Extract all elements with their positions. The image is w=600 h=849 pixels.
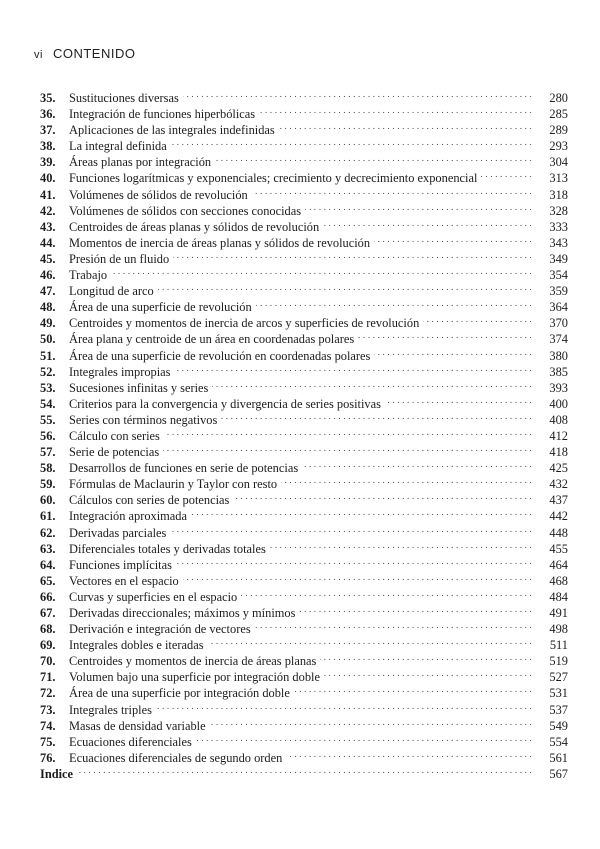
dot-leader	[171, 134, 532, 150]
chapter-page: 455	[549, 541, 568, 556]
chapter-page: 531	[549, 686, 568, 701]
chapter-page: 400	[549, 396, 568, 411]
chapter-title: Derivadas direccionales; máximos y mínimos	[69, 606, 296, 620]
dot-leader	[323, 215, 532, 231]
chapter-title: Centroides y momentos de inercia de áreas planas	[69, 654, 317, 669]
chapter-number: 38.	[40, 139, 56, 154]
chapter-number: 40.	[40, 171, 56, 186]
chapter-page: 418	[549, 445, 568, 460]
dot-leader	[183, 86, 532, 102]
dot-leader	[256, 295, 532, 311]
chapter-number: 62.	[40, 525, 56, 540]
chapter-number: 73.	[40, 702, 56, 717]
chapter-page: 280	[549, 91, 568, 105]
dot-leader	[255, 617, 532, 633]
chapter-number: 75.	[40, 734, 56, 749]
chapter-number: 36.	[40, 107, 56, 122]
running-header	[34, 46, 135, 61]
chapter-page: 408	[549, 412, 568, 427]
chapter-number: 57.	[40, 445, 56, 460]
toc-entry[interactable]	[40, 279, 568, 299]
chapter-title: Derivadas parciales	[69, 525, 167, 540]
chapter-title: Volúmenes de sólidos con secciones conocidas	[69, 203, 302, 218]
dot-leader	[294, 681, 532, 697]
dot-leader	[111, 263, 532, 279]
dot-leader	[305, 199, 532, 215]
dot-leader	[481, 166, 532, 182]
toc-entry-index[interactable]	[40, 762, 568, 781]
index-page: 567	[549, 766, 568, 781]
chapter-page: 468	[549, 573, 568, 588]
chapter-number: 60.	[40, 493, 56, 508]
chapter-page: 442	[549, 509, 568, 524]
chapter-title: Diferenciales totales y derivadas totales	[69, 541, 266, 556]
chapter-page: 561	[549, 750, 568, 765]
chapter-page: 448	[549, 525, 568, 540]
chapter-title: Derivación e integración de vectores	[69, 622, 251, 637]
dot-leader	[221, 408, 532, 424]
chapter-page: 519	[549, 654, 568, 669]
chapter-title: Cálculos con series de potencias	[69, 493, 230, 508]
dot-leader	[358, 327, 532, 343]
dot-leader	[423, 311, 532, 327]
chapter-title: Integrales dobles e iteradas	[69, 638, 204, 653]
chapter-page: 393	[549, 380, 568, 395]
dot-leader	[320, 649, 532, 665]
chapter-title: Integración de funciones hiperbólicas	[69, 107, 256, 122]
chapter-number: 44.	[40, 235, 56, 250]
chapter-number: 68.	[40, 622, 56, 637]
chapter-number: 67.	[40, 606, 56, 620]
chapter-number: 43.	[40, 219, 56, 234]
dot-leader	[281, 472, 532, 488]
chapter-title: Trabajo	[69, 268, 108, 283]
chapter-number: 39.	[40, 155, 56, 170]
dot-leader	[324, 665, 532, 681]
chapter-page: 549	[549, 718, 568, 733]
chapter-number: 64.	[40, 557, 56, 572]
chapter-page: 425	[549, 461, 568, 476]
dot-leader	[279, 118, 532, 134]
chapter-title: Área de una superficie de revolución	[69, 300, 252, 315]
chapter-number: 54.	[40, 396, 56, 411]
chapter-page: 364	[549, 300, 568, 315]
chapter-number: 47.	[40, 284, 56, 299]
chapter-title: Volúmenes de sólidos de revolución	[69, 187, 248, 202]
chapter-number: 55.	[40, 412, 56, 427]
chapter-number: 48.	[40, 300, 56, 315]
chapter-number: 71.	[40, 670, 56, 685]
chapter-number: 63.	[40, 541, 56, 556]
dot-leader	[286, 746, 532, 762]
chapter-number: 52.	[40, 364, 56, 379]
chapter-page: 537	[549, 702, 568, 717]
dot-leader	[215, 150, 532, 166]
chapter-title: Área de una superficie por integración doble	[69, 686, 290, 701]
chapter-page: 293	[549, 139, 568, 154]
chapter-number: 45.	[40, 251, 56, 266]
chapter-page: 464	[549, 557, 568, 572]
chapter-page: 527	[549, 670, 568, 685]
chapter-page: 380	[549, 348, 568, 363]
chapter-title: La integral definida	[69, 139, 167, 154]
dot-leader	[77, 762, 532, 778]
chapter-title: Integrales impropias	[69, 364, 171, 379]
chapter-title: Momentos de inercia de áreas planas y sólidos de revolución	[69, 235, 371, 250]
chapter-title: Serie de potencias	[69, 445, 160, 460]
dot-leader	[374, 344, 532, 360]
page-title: CONTENIDO	[52, 46, 136, 61]
chapter-page: 437	[549, 493, 568, 508]
chapter-page: 313	[549, 171, 568, 186]
chapter-title: Aplicaciones de las integrales indefinidas	[69, 123, 275, 138]
dot-leader	[164, 424, 532, 440]
table-of-contents	[40, 86, 568, 781]
chapter-number: 46.	[40, 268, 56, 283]
dot-leader	[385, 392, 532, 408]
chapter-number: 66.	[40, 589, 56, 604]
chapter-number: 50.	[40, 332, 56, 347]
dot-leader	[158, 279, 532, 295]
page-number: vi	[34, 49, 43, 61]
chapter-page: 412	[549, 428, 568, 443]
chapter-title: Integrales triples	[69, 702, 152, 717]
dot-leader	[241, 585, 532, 601]
chapter-title: Criterios para la convergencia y divergencia de series positivas	[69, 396, 381, 411]
chapter-page: 432	[549, 477, 568, 492]
chapter-page: 484	[549, 589, 568, 604]
chapter-page: 491	[549, 606, 568, 620]
chapter-page: 328	[549, 203, 568, 218]
dot-leader	[196, 730, 532, 746]
dot-leader	[191, 504, 532, 520]
chapter-page: 498	[549, 622, 568, 637]
chapter-title: Centroides y momentos de inercia de arcos y superficies de revolución	[69, 316, 420, 331]
chapter-number: 61.	[40, 509, 56, 524]
toc-entry[interactable]	[40, 263, 568, 283]
chapter-page: 318	[549, 187, 568, 202]
chapter-number: 74.	[40, 718, 56, 733]
chapter-page: 304	[549, 155, 568, 170]
toc-entry[interactable]	[40, 86, 568, 105]
chapter-title: Área de una superficie de revolución en coordenadas polares	[69, 348, 371, 363]
chapter-number: 53.	[40, 380, 56, 395]
chapter-page: 285	[549, 107, 568, 122]
chapter-page: 354	[549, 268, 568, 283]
chapter-page: 349	[549, 251, 568, 266]
chapter-title: Series con términos negativos	[69, 412, 218, 427]
chapter-page: 511	[549, 638, 568, 653]
dot-leader	[270, 537, 532, 553]
dot-leader	[252, 183, 532, 199]
chapter-number: 70.	[40, 654, 56, 669]
dot-leader	[233, 488, 532, 504]
chapter-title: Integración aproximada	[69, 509, 188, 524]
chapter-title: Longitud de arco	[69, 284, 154, 299]
chapter-number: 49.	[40, 316, 56, 331]
dot-leader	[156, 698, 532, 714]
chapter-title: Desarrollos de funciones en serie de potencias	[69, 461, 299, 476]
chapter-number: 58.	[40, 461, 56, 476]
chapter-title: Ecuaciones diferenciales	[69, 734, 192, 749]
chapter-title: Centroides de áreas planas y sólidos de revolución	[69, 219, 320, 234]
dot-leader	[176, 553, 532, 569]
chapter-title: Volumen bajo una superficie por integración doble	[69, 670, 320, 685]
chapter-title: Ecuaciones diferenciales de segundo orden	[69, 750, 283, 765]
chapter-title: Funciones implícitas	[69, 557, 172, 572]
chapter-title: Sucesiones infinitas y series	[69, 380, 209, 395]
chapter-number: 69.	[40, 638, 56, 653]
chapter-number: 72.	[40, 686, 56, 701]
dot-leader	[163, 440, 532, 456]
dot-leader	[170, 521, 532, 537]
chapter-title: Funciones logarítmicas y exponenciales; crecimiento y decrecimiento exponencial	[69, 171, 478, 186]
chapter-number: 59.	[40, 477, 56, 492]
dot-leader	[183, 569, 532, 585]
dot-leader	[173, 247, 532, 263]
dot-leader	[208, 633, 532, 649]
dot-leader	[374, 231, 532, 247]
chapter-title: Área plana y centroide de un área en coordenadas polares	[69, 332, 355, 347]
chapter-page: 554	[549, 734, 568, 749]
chapter-number: 76.	[40, 750, 56, 765]
chapter-title: Cálculo con series	[69, 428, 160, 443]
chapter-number: 42.	[40, 203, 56, 218]
chapter-number: 65.	[40, 573, 56, 588]
chapter-title: Sustituciones diversas	[69, 91, 179, 105]
chapter-page: 370	[549, 316, 568, 331]
chapter-page: 374	[549, 332, 568, 347]
chapter-number: 56.	[40, 428, 56, 443]
chapter-number: 51.	[40, 348, 56, 363]
chapter-page: 333	[549, 219, 568, 234]
chapter-page: 385	[549, 364, 568, 379]
chapter-title: Presión de un fluido	[69, 251, 170, 266]
chapter-title: Vectores en el espacio	[69, 573, 179, 588]
chapter-page: 343	[549, 235, 568, 250]
chapter-number: 35.	[40, 91, 56, 105]
index-title: Indice	[40, 766, 74, 781]
dot-leader	[212, 376, 532, 392]
chapter-page: 289	[549, 123, 568, 138]
dot-leader	[302, 456, 532, 472]
chapter-title: Curvas y superficies en el espacio	[69, 589, 238, 604]
chapter-number: 41.	[40, 187, 56, 202]
dot-leader	[210, 714, 532, 730]
dot-leader	[259, 102, 532, 118]
dot-leader	[299, 601, 532, 617]
dot-leader	[175, 360, 532, 376]
chapter-page: 359	[549, 284, 568, 299]
chapter-title: Áreas planas por integración	[69, 155, 212, 170]
chapter-title: Masas de densidad variable	[69, 718, 206, 733]
chapter-number: 37.	[40, 123, 56, 138]
chapter-title: Fórmulas de Maclaurin y Taylor con resto	[69, 477, 278, 492]
